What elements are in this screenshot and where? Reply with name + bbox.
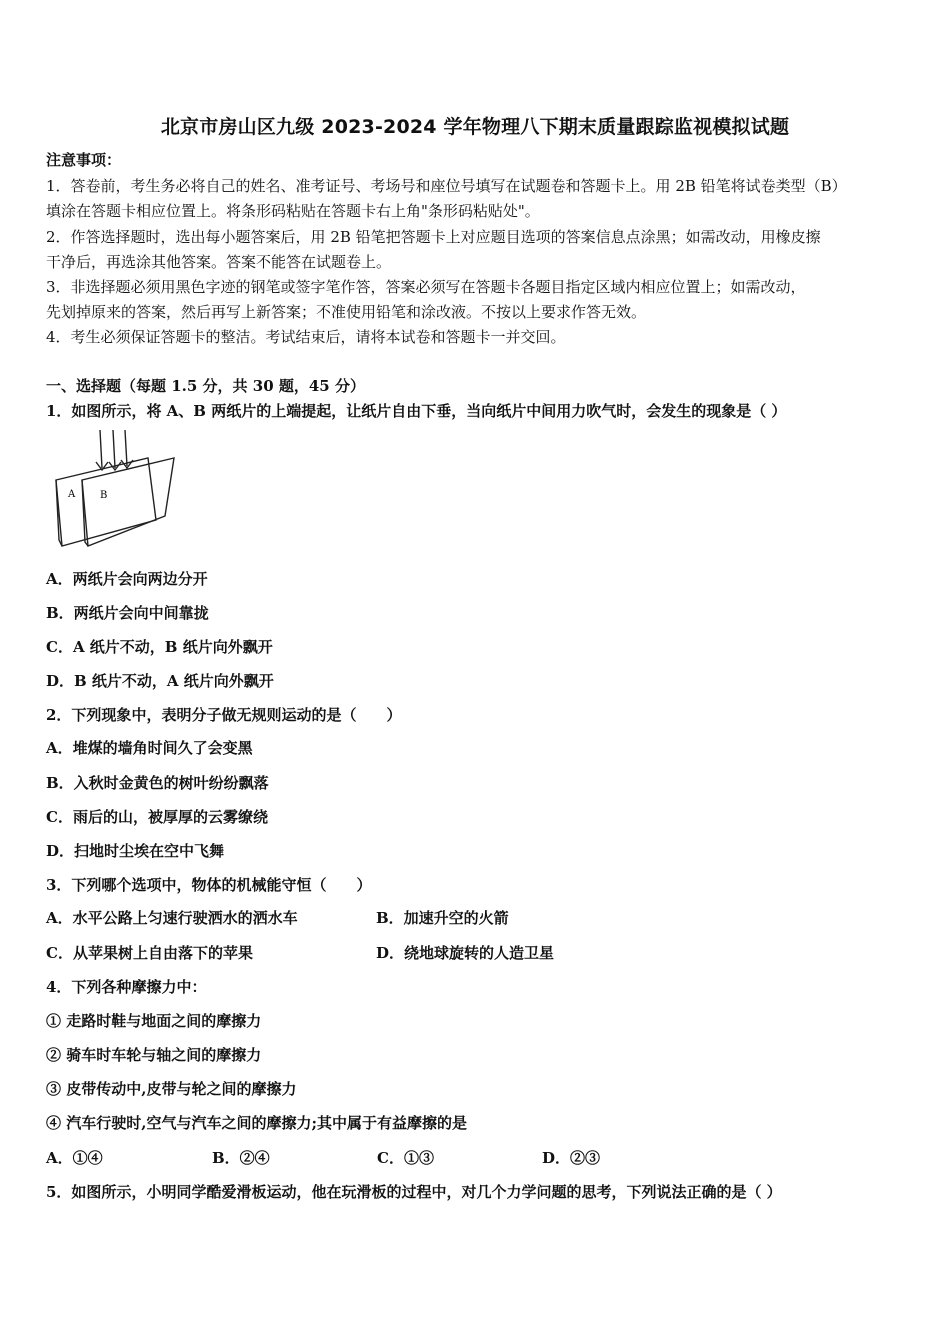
section-heading: 一、选择题（每题 1.5 分，共 30 题，45 分） — [46, 377, 365, 395]
option: B．入秋时金黄色的树叶纷纷飘落 — [46, 774, 269, 792]
notice-line: 先划掉原来的答案，然后再写上新答案；不准使用铅笔和涂改液。不按以上要求作答无效。 — [46, 303, 647, 321]
paper-sheets-figure — [52, 428, 182, 550]
option: B．加速升空的火箭 — [376, 909, 509, 927]
page-title: 北京市房山区九级 2023-2024 学年物理八下期末质量跟踪监视模拟试题 — [160, 116, 790, 138]
option: C．从苹果树上自由落下的苹果 — [46, 944, 253, 962]
question-5-stem: 5．如图所示，小明同学酷爱滑板运动，他在玩滑板的过程中，对几个力学问题的思考，下列说法正确的是（ ） — [46, 1183, 782, 1201]
option: B．两纸片会向中间靠拢 — [46, 604, 209, 622]
question-4-stem: 4．下列各种摩擦力中： — [46, 978, 207, 996]
list-item: ② 骑车时车轮与轴之间的摩擦力 — [46, 1046, 262, 1064]
option: C．雨后的山，被厚厚的云雾缭绕 — [46, 808, 268, 826]
option: C．A 纸片不动，B 纸片向外飘开 — [46, 638, 273, 656]
option: A．①④ — [46, 1149, 103, 1167]
option: D．②③ — [542, 1149, 601, 1167]
list-item: ④ 汽车行驶时,空气与汽车之间的摩擦力;其中属于有益摩擦的是 — [46, 1114, 467, 1132]
option: C．①③ — [377, 1149, 434, 1167]
notice-line: 3．非选择题必须用黑色字迹的钢笔或签字笔作答，答案必须写在答题卡各题目指定区域内相应位置上；如需改动， — [46, 278, 806, 296]
option: D．扫地时尘埃在空中飞舞 — [46, 842, 225, 860]
notice-heading: 注意事项： — [46, 151, 122, 169]
option: A．两纸片会向两边分开 — [46, 570, 208, 588]
option: A．堆煤的墙角时间久了会变黑 — [46, 739, 253, 757]
figure-label-a: A — [68, 489, 76, 500]
option: D．绕地球旋转的人造卫星 — [376, 944, 555, 962]
option: B．②④ — [212, 1149, 270, 1167]
question-3-stem: 3．下列哪个选项中，物体的机械能守恒（ ） — [46, 876, 372, 894]
question-1-stem: 1．如图所示，将 A、B 两纸片的上端提起，让纸片自由下垂，当向纸片中间用力吹气时，会发生的现象是（ ） — [46, 402, 787, 420]
option: A．水平公路上匀速行驶洒水的洒水车 — [46, 909, 298, 927]
list-item: ① 走路时鞋与地面之间的摩擦力 — [46, 1012, 262, 1030]
notice-line: 填涂在答题卡相应位置上。将条形码粘贴在答题卡右上角"条形码粘贴处"。 — [46, 202, 540, 220]
figure-label-b: B — [100, 490, 108, 501]
notice-line: 2．作答选择题时，选出每小题答案后，用 2B 铅笔把答题卡上对应题目选项的答案信息点涂黑；如需改动，用橡皮擦 — [46, 228, 821, 246]
list-item: ③ 皮带传动中,皮带与轮之间的摩擦力 — [46, 1080, 297, 1098]
notice-line: 4．考生必须保证答题卡的整洁。考试结束后，请将本试卷和答题卡一并交回。 — [46, 328, 566, 346]
option: D．B 纸片不动，A 纸片向外飘开 — [46, 672, 274, 690]
notice-line: 干净后，再选涂其他答案。答案不能答在试题卷上。 — [46, 253, 392, 271]
notice-line: 1．答卷前，考生务必将自己的姓名、准考证号、考场号和座位号填写在试题卷和答题卡上。用 2B 铅笔将试卷类型（B） — [46, 177, 847, 195]
question-2-stem: 2．下列现象中，表明分子做无规则运动的是（ ） — [46, 706, 402, 724]
